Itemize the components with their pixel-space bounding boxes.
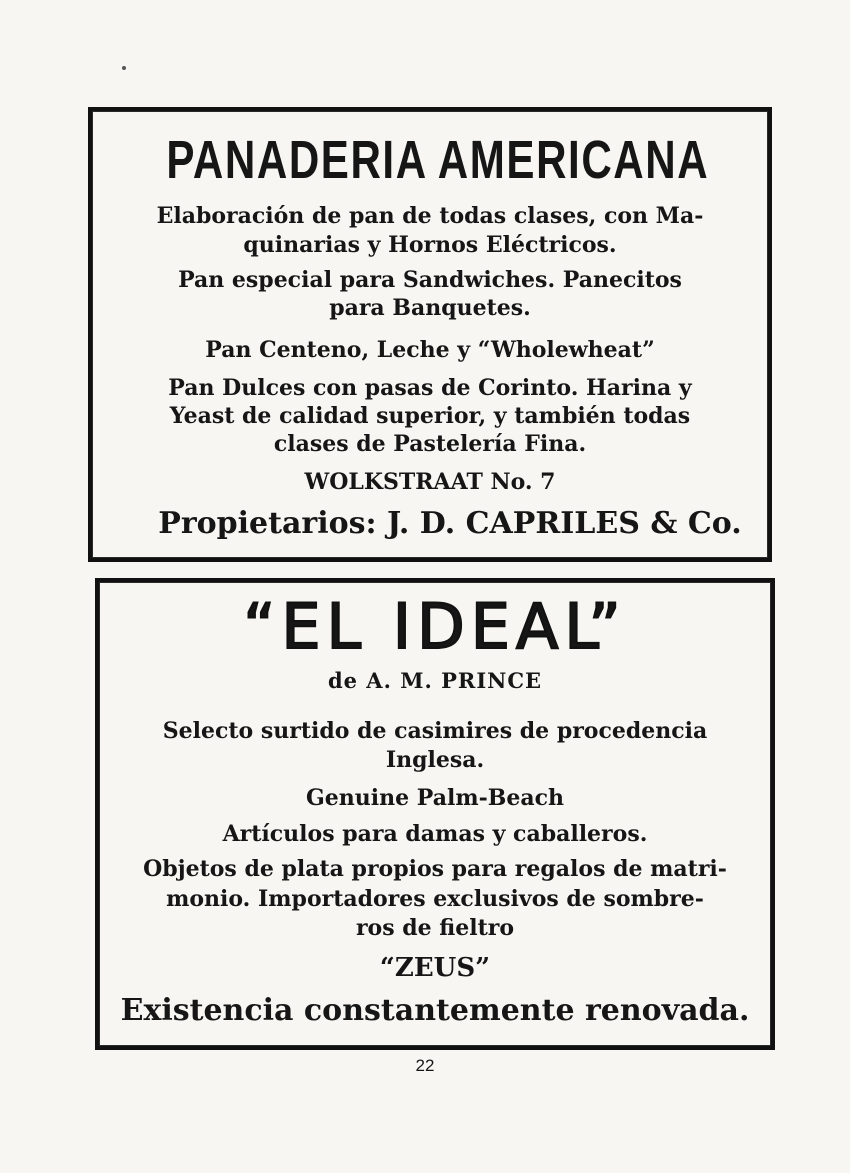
ad-text-line: para Banquetes. [329,295,531,321]
ad-subtitle: de A. M. PRINCE [327,668,543,693]
ad-text-line: ros de fieltro [355,915,515,941]
ad-text-line: Artículos para damas y caballeros. [222,821,648,847]
ad-text-line: Objetos de plata propios para regalos de matri- [143,856,727,882]
ad-text-line: quinarias y Hornos Eléctricos. [243,232,617,258]
ad-text-line: Yeast de calidad superior, y también todas [169,403,691,429]
ad-text-line: Inglesa. [385,747,485,773]
ad-text-line: Pan Centeno, Leche y “Wholewheat” [205,337,655,363]
ad-title: “EL IDEAL” [243,590,627,663]
ad-text-line: Pan especial para Sandwiches. Panecitos [178,267,682,293]
ad-title: PANADERIA AMERICANA [166,130,710,190]
ad-address: WOLKSTRAAT No. 7 [304,469,556,495]
ad-closing: Existencia constantemente renovada. [120,993,750,1028]
advertisement-el-ideal [95,578,775,1050]
ad-text-line: clases de Pastelería Fina. [273,431,587,457]
advertisement-panaderia-americana [88,107,772,562]
ad-text-line: monio. Importadores exclusivos de sombre- [166,886,704,912]
ad-text-line: Selecto surtido de casimires de procedencia [162,718,708,744]
print-speck [122,66,126,70]
ad-owner: Propietarios: J. D. CAPRILES & Co. [158,506,742,541]
ad-brand: “ZEUS” [379,953,491,983]
ad-text-line: Elaboración de pan de todas clases, con Ma- [156,203,704,229]
page-number: 22 [415,1056,435,1075]
ad-text-line: Genuine Palm-Beach [306,785,564,811]
ad-text-line: Pan Dulces con pasas de Corinto. Harina y [168,375,692,401]
